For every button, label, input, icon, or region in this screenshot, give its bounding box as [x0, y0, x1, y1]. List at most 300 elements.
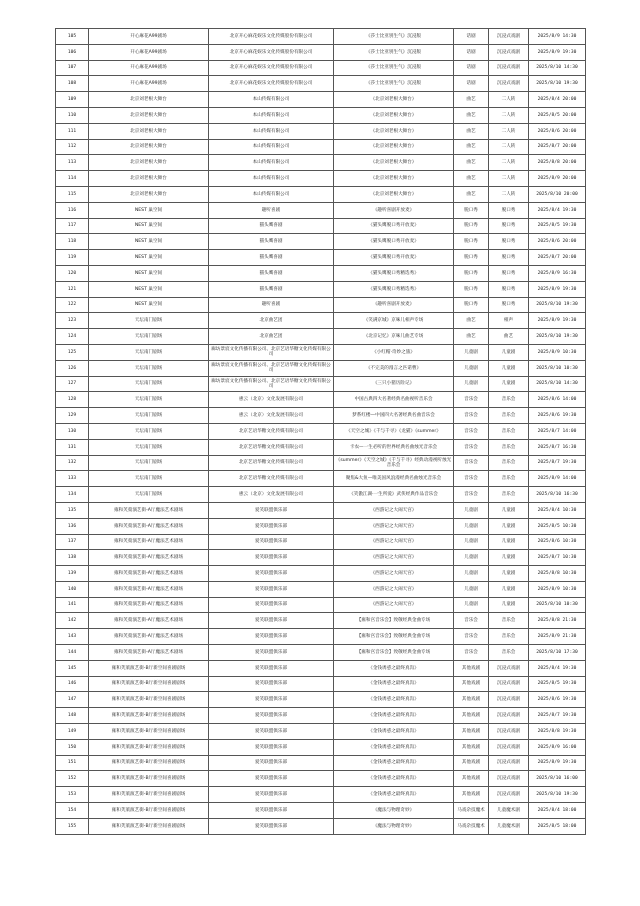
table-row	[56, 771, 586, 787]
venue-cell: 雍和芙蕖演艺街-B厅新空间喜剧剧场	[89, 771, 209, 787]
organizer-cell: 爱笑联盟俱乐部	[209, 597, 334, 613]
category-cell: 音乐会	[454, 471, 489, 487]
row-number: 151	[56, 755, 89, 771]
showtime-cell: 2025/8/7 10:30	[529, 550, 586, 566]
program-title-cell: 《北京刘老根大舞台》	[334, 107, 454, 123]
program-title-cell: 【雍和宫音乐会】致敬经典金曲专场	[334, 645, 454, 661]
organizer-cell: 北京艺语华糖文化传媒有限公司	[209, 423, 334, 439]
program-title-cell: 《三只小猪历险记》	[334, 376, 454, 392]
row-number: 113	[56, 155, 89, 171]
venue-cell: 雍和芙蕖演艺街-B厅新空间喜剧剧场	[89, 803, 209, 819]
row-number: 149	[56, 724, 89, 740]
program-title-cell: 聚焦&大鱼—唯美国风浪漫经典名曲烛光音乐会	[334, 471, 454, 487]
category-cell: 曲艺	[454, 123, 489, 139]
program-title-cell: 《金钱诱惑之最终真沟》	[334, 708, 454, 724]
table-row	[56, 739, 586, 755]
table-row	[56, 755, 586, 771]
row-number: 122	[56, 297, 89, 313]
category-cell: 儿童剧	[454, 360, 489, 376]
program-title-cell: 中国古典四大名著经典名曲视听音乐会	[334, 392, 454, 408]
program-title-cell: 《金钱诱惑之最终真沟》	[334, 692, 454, 708]
organizer-cell: 惠云（北京）文化发展有限公司	[209, 487, 334, 503]
showtime-cell: 2025/8/10 10:30	[529, 360, 586, 376]
showtime-cell: 2025/8/6 20:00	[529, 234, 586, 250]
venue-cell: 雍和芙蕖演艺街-A厅魔法艺术剧场	[89, 566, 209, 582]
row-number: 142	[56, 613, 89, 629]
venue-cell: 天坛南门剧场	[89, 392, 209, 408]
row-number: 131	[56, 439, 89, 455]
category-cell: 其他戏剧	[454, 771, 489, 787]
category-cell: 音乐会	[454, 439, 489, 455]
form-cell: 脱口秀	[489, 234, 529, 250]
form-cell: 音乐会	[489, 439, 529, 455]
form-cell: 儿童剧	[489, 344, 529, 360]
form-cell: 音乐会	[489, 613, 529, 629]
category-cell: 儿童剧	[454, 502, 489, 518]
venue-cell: 雍和芙蕖演艺街-B厅新空间喜剧剧场	[89, 787, 209, 803]
category-cell: 曲艺	[454, 92, 489, 108]
program-title-cell: 《北京刘老根大舞台》	[334, 92, 454, 108]
category-cell: 儿童剧	[454, 534, 489, 550]
form-cell: 儿童剧	[489, 376, 529, 392]
program-title-cell: 《莎士比亚别生气》沉浸版	[334, 44, 454, 60]
table-row	[56, 265, 586, 281]
venue-cell: 雍和芙蕖演艺街-B厅新空间喜剧剧场	[89, 692, 209, 708]
row-number: 132	[56, 455, 89, 471]
showtime-cell: 2025/8/8 21:30	[529, 613, 586, 629]
organizer-cell: 爱笑联盟俱乐部	[209, 534, 334, 550]
table-row	[56, 202, 586, 218]
program-title-cell: 梦系红楼—中国四大名著经典名曲音乐会	[334, 408, 454, 424]
table-row	[56, 376, 586, 392]
program-title-cell: 《北京刘老根大舞台》	[334, 123, 454, 139]
organizer-cell: 猫头鹰喜剧	[209, 250, 334, 266]
row-number: 129	[56, 408, 89, 424]
showtime-cell: 2025/8/6 19:30	[529, 408, 586, 424]
row-number: 109	[56, 92, 89, 108]
form-cell: 音乐会	[489, 487, 529, 503]
showtime-cell: 2025/8/9 19:30	[529, 281, 586, 297]
venue-cell: 天坛南门剧场	[89, 344, 209, 360]
row-number: 136	[56, 518, 89, 534]
venue-cell: 雍和芙蕖演艺街-B厅新空间喜剧剧场	[89, 708, 209, 724]
category-cell: 其他戏剧	[454, 739, 489, 755]
program-title-cell: 《西游记之大闹天宫》	[334, 566, 454, 582]
form-cell: 儿童剧	[489, 581, 529, 597]
row-number: 115	[56, 186, 89, 202]
form-cell: 沉浸式戏剧	[489, 755, 529, 771]
category-cell: 儿童剧	[454, 518, 489, 534]
schedule-rows	[56, 29, 586, 835]
venue-cell: 天坛南门剧场	[89, 313, 209, 329]
row-number: 130	[56, 423, 89, 439]
category-cell: 脱口秀	[454, 218, 489, 234]
showtime-cell: 2025/8/10 14:30	[529, 60, 586, 76]
form-cell: 沉浸式戏剧	[489, 60, 529, 76]
organizer-cell: 爱笑联盟俱乐部	[209, 724, 334, 740]
organizer-cell: 爱笑联盟俱乐部	[209, 708, 334, 724]
showtime-cell: 2025/8/7 14:00	[529, 423, 586, 439]
organizer-cell: 趣听喜剧	[209, 297, 334, 313]
showtime-cell: 2025/8/9 19:30	[529, 313, 586, 329]
category-cell: 曲艺	[454, 329, 489, 345]
table-row	[56, 787, 586, 803]
table-row	[56, 818, 586, 834]
row-number: 155	[56, 818, 89, 834]
showtime-cell: 2025/8/4 19:30	[529, 202, 586, 218]
venue-cell: 北京刘老根大舞台	[89, 186, 209, 202]
program-title-cell: 《猫头鹰脱口秀精选秀》	[334, 265, 454, 281]
form-cell: 儿童剧	[489, 518, 529, 534]
category-cell: 曲艺	[454, 186, 489, 202]
organizer-cell: 爱笑联盟俱乐部	[209, 566, 334, 582]
showtime-cell: 2025/8/9 10:30	[529, 344, 586, 360]
program-title-cell: 《不完美的漫言之匹诺曹》	[334, 360, 454, 376]
venue-cell: 开心麻花A99剧场	[89, 44, 209, 60]
table-row	[56, 186, 586, 202]
row-number: 117	[56, 218, 89, 234]
program-title-cell: 《金钱诱惑之最终真沟》	[334, 660, 454, 676]
schedule-sheet	[55, 28, 585, 835]
form-cell: 音乐会	[489, 471, 529, 487]
row-number: 112	[56, 139, 89, 155]
table-row	[56, 297, 586, 313]
showtime-cell: 2025/8/5 18:00	[529, 818, 586, 834]
venue-cell: 天坛南门剧场	[89, 455, 209, 471]
table-row	[56, 123, 586, 139]
organizer-cell: 本山传媒有限公司	[209, 139, 334, 155]
table-row	[56, 392, 586, 408]
form-cell: 音乐会	[489, 629, 529, 645]
showtime-cell: 2025/8/10 14:30	[529, 376, 586, 392]
form-cell: 脱口秀	[489, 265, 529, 281]
form-cell: 二人转	[489, 139, 529, 155]
category-cell: 儿童剧	[454, 566, 489, 582]
venue-cell: 北京刘老根大舞台	[89, 171, 209, 187]
form-cell: 儿童剧	[489, 502, 529, 518]
program-title-cell: 《金钱诱惑之最终真沟》	[334, 739, 454, 755]
table-row	[56, 660, 586, 676]
row-number: 141	[56, 597, 89, 613]
program-title-cell: 《西游记之大闹天宫》	[334, 581, 454, 597]
table-row	[56, 676, 586, 692]
organizer-cell: 北京开心麻花娱乐文化传媒股份有限公司	[209, 29, 334, 45]
program-title-cell: 《趣听喜剧开放麦》	[334, 297, 454, 313]
table-row	[56, 613, 586, 629]
program-title-cell: 《金钱诱惑之最终真沟》	[334, 771, 454, 787]
row-number: 139	[56, 566, 89, 582]
program-title-cell: 《天空之城》《千与千寻》《龙猫》《summer》	[334, 423, 454, 439]
program-title-cell: 《北京刘老根大舞台》	[334, 139, 454, 155]
row-number: 145	[56, 660, 89, 676]
category-cell: 话剧	[454, 60, 489, 76]
program-title-cell: 《北京记忆》京味儿曲艺专场	[334, 329, 454, 345]
category-cell: 音乐会	[454, 455, 489, 471]
venue-cell: 雍和芙蕖演艺街-A厅魔法艺术剧场	[89, 645, 209, 661]
form-cell: 音乐会	[489, 408, 529, 424]
showtime-cell: 2025/8/6 19:30	[529, 692, 586, 708]
showtime-cell: 2025/8/8 10:30	[529, 566, 586, 582]
row-number: 148	[56, 708, 89, 724]
table-row	[56, 423, 586, 439]
venue-cell: 天坛南门剧场	[89, 408, 209, 424]
table-row	[56, 550, 586, 566]
category-cell: 脱口秀	[454, 297, 489, 313]
showtime-cell: 2025/8/10 10:30	[529, 597, 586, 613]
category-cell: 音乐会	[454, 645, 489, 661]
showtime-cell: 2025/8/10 17:30	[529, 645, 586, 661]
form-cell: 音乐会	[489, 645, 529, 661]
organizer-cell: 爱笑联盟俱乐部	[209, 581, 334, 597]
showtime-cell: 2025/8/4 19:30	[529, 660, 586, 676]
table-row	[56, 171, 586, 187]
program-title-cell: 【雍和宫音乐会】致敬经典金曲专场	[334, 629, 454, 645]
program-title-cell: 《北京刘老根大舞台》	[334, 186, 454, 202]
table-row	[56, 155, 586, 171]
program-title-cell: 《西游记之大闹天宫》	[334, 518, 454, 534]
organizer-cell: 惠云（北京）文化发展有限公司	[209, 408, 334, 424]
row-number: 124	[56, 329, 89, 345]
program-title-cell: 《莎士比亚别生气》沉浸版	[334, 60, 454, 76]
form-cell: 儿童魔术剧	[489, 818, 529, 834]
showtime-cell: 2025/8/9 14:00	[529, 471, 586, 487]
venue-cell: 天坛南门剧场	[89, 329, 209, 345]
showtime-cell: 2025/8/9 14:30	[529, 29, 586, 45]
category-cell: 儿童剧	[454, 597, 489, 613]
row-number: 114	[56, 171, 89, 187]
showtime-cell: 2025/8/5 19:30	[529, 676, 586, 692]
venue-cell: NEST 巢空间	[89, 250, 209, 266]
form-cell: 沉浸式戏剧	[489, 787, 529, 803]
category-cell: 音乐会	[454, 629, 489, 645]
organizer-cell: 廊坊景宸文化传播有限公司、北京艺语华糖文化传媒有限公司	[209, 344, 334, 360]
program-title-cell: 《猫头鹰脱口秀精选秀》	[334, 281, 454, 297]
table-row	[56, 708, 586, 724]
row-number: 134	[56, 487, 89, 503]
row-number: 146	[56, 676, 89, 692]
category-cell: 马戏杂技魔术	[454, 803, 489, 819]
showtime-cell: 2025/8/10 16:30	[529, 487, 586, 503]
program-title-cell: 《魔法与物理奇妙》	[334, 803, 454, 819]
form-cell: 沉浸式戏剧	[489, 76, 529, 92]
venue-cell: 雍和芙蕖演艺街-B厅新空间喜剧剧场	[89, 724, 209, 740]
category-cell: 其他戏剧	[454, 787, 489, 803]
venue-cell: 天坛南门剧场	[89, 423, 209, 439]
category-cell: 儿童剧	[454, 581, 489, 597]
organizer-cell: 爱笑联盟俱乐部	[209, 645, 334, 661]
program-title-cell: 《魔法与物理奇妙》	[334, 818, 454, 834]
row-number: 140	[56, 581, 89, 597]
form-cell: 儿童剧	[489, 550, 529, 566]
organizer-cell: 爱笑联盟俱乐部	[209, 502, 334, 518]
form-cell: 儿童剧	[489, 360, 529, 376]
showtime-cell: 2025/8/9 19:30	[529, 755, 586, 771]
row-number: 137	[56, 534, 89, 550]
table-row	[56, 60, 586, 76]
venue-cell: 雍和芙蕖演艺街-A厅魔法艺术剧场	[89, 550, 209, 566]
row-number: 106	[56, 44, 89, 60]
form-cell: 脱口秀	[489, 250, 529, 266]
table-row	[56, 139, 586, 155]
category-cell: 其他戏剧	[454, 692, 489, 708]
showtime-cell: 2025/8/7 19:30	[529, 455, 586, 471]
organizer-cell: 趣听喜剧	[209, 202, 334, 218]
row-number: 120	[56, 265, 89, 281]
form-cell: 相声	[489, 313, 529, 329]
table-row	[56, 218, 586, 234]
category-cell: 其他戏剧	[454, 708, 489, 724]
program-title-cell: 《北京刘老根大舞台》	[334, 155, 454, 171]
table-row	[56, 234, 586, 250]
showtime-cell: 2025/8/5 19:30	[529, 218, 586, 234]
showtime-cell: 2025/8/10 20:00	[529, 186, 586, 202]
category-cell: 音乐会	[454, 613, 489, 629]
category-cell: 音乐会	[454, 408, 489, 424]
organizer-cell: 廊坊景宸文化传播有限公司、北京艺语华糖文化传媒有限公司	[209, 376, 334, 392]
table-row	[56, 439, 586, 455]
category-cell: 其他戏剧	[454, 660, 489, 676]
organizer-cell: 爱笑联盟俱乐部	[209, 550, 334, 566]
category-cell: 音乐会	[454, 487, 489, 503]
category-cell: 儿童剧	[454, 550, 489, 566]
showtime-cell: 2025/8/4 20:00	[529, 92, 586, 108]
venue-cell: 雍和芙蕖演艺街-B厅新空间喜剧剧场	[89, 755, 209, 771]
row-number: 127	[56, 376, 89, 392]
form-cell: 二人转	[489, 186, 529, 202]
organizer-cell: 爱笑联盟俱乐部	[209, 739, 334, 755]
form-cell: 沉浸式戏剧	[489, 29, 529, 45]
showtime-cell: 2025/8/9 20:00	[529, 171, 586, 187]
row-number: 107	[56, 60, 89, 76]
category-cell: 脱口秀	[454, 250, 489, 266]
category-cell: 音乐会	[454, 392, 489, 408]
venue-cell: NEST 巢空间	[89, 202, 209, 218]
venue-cell: 天坛南门剧场	[89, 360, 209, 376]
form-cell: 音乐会	[489, 423, 529, 439]
venue-cell: 天坛南门剧场	[89, 439, 209, 455]
table-row	[56, 645, 586, 661]
category-cell: 马戏杂技魔术	[454, 818, 489, 834]
row-number: 153	[56, 787, 89, 803]
organizer-cell: 北京艺语华糖文化传媒有限公司	[209, 471, 334, 487]
form-cell: 沉浸式戏剧	[489, 692, 529, 708]
form-cell: 儿童剧	[489, 566, 529, 582]
venue-cell: NEST 巢空间	[89, 265, 209, 281]
table-row	[56, 107, 586, 123]
form-cell: 脱口秀	[489, 281, 529, 297]
venue-cell: NEST 巢空间	[89, 234, 209, 250]
table-row	[56, 803, 586, 819]
showtime-cell: 2025/8/7 16:30	[529, 439, 586, 455]
showtime-cell: 2025/8/6 14:00	[529, 392, 586, 408]
row-number: 119	[56, 250, 89, 266]
row-number: 111	[56, 123, 89, 139]
showtime-cell: 2025/8/9 21:30	[529, 629, 586, 645]
table-row	[56, 360, 586, 376]
schedule-table	[55, 28, 586, 835]
venue-cell: 北京刘老根大舞台	[89, 92, 209, 108]
table-row	[56, 313, 586, 329]
form-cell: 沉浸式戏剧	[489, 676, 529, 692]
venue-cell: NEST 巢空间	[89, 218, 209, 234]
table-row	[56, 408, 586, 424]
showtime-cell: 2025/8/9 16:00	[529, 739, 586, 755]
organizer-cell: 惠云（北京）文化发展有限公司	[209, 392, 334, 408]
organizer-cell: 北京曲艺团	[209, 329, 334, 345]
venue-cell: 天坛南门剧场	[89, 471, 209, 487]
organizer-cell: 爱笑联盟俱乐部	[209, 787, 334, 803]
organizer-cell: 爱笑联盟俱乐部	[209, 629, 334, 645]
row-number: 118	[56, 234, 89, 250]
organizer-cell: 爱笑联盟俱乐部	[209, 803, 334, 819]
venue-cell: 雍和芙蕖演艺街-A厅魔法艺术剧场	[89, 534, 209, 550]
organizer-cell: 爱笑联盟俱乐部	[209, 660, 334, 676]
showtime-cell: 2025/8/9 19:30	[529, 44, 586, 60]
category-cell: 儿童剧	[454, 376, 489, 392]
row-number: 123	[56, 313, 89, 329]
venue-cell: 北京刘老根大舞台	[89, 107, 209, 123]
showtime-cell: 2025/8/10 19:30	[529, 787, 586, 803]
category-cell: 话剧	[454, 29, 489, 45]
venue-cell: 开心麻花A99剧场	[89, 60, 209, 76]
row-number: 147	[56, 692, 89, 708]
program-title-cell: 《西游记之大闹天宫》	[334, 597, 454, 613]
category-cell: 其他戏剧	[454, 676, 489, 692]
organizer-cell: 本山传媒有限公司	[209, 171, 334, 187]
row-number: 150	[56, 739, 89, 755]
table-row	[56, 250, 586, 266]
program-title-cell: 《金钱诱惑之最终真沟》	[334, 755, 454, 771]
organizer-cell: 猫头鹰喜剧	[209, 265, 334, 281]
row-number: 110	[56, 107, 89, 123]
showtime-cell: 2025/8/5 10:30	[529, 518, 586, 534]
organizer-cell: 本山传媒有限公司	[209, 107, 334, 123]
showtime-cell: 2025/8/6 10:30	[529, 534, 586, 550]
category-cell: 音乐会	[454, 423, 489, 439]
program-title-cell: 《金钱诱惑之最终真沟》	[334, 724, 454, 740]
form-cell: 脱口秀	[489, 202, 529, 218]
table-row	[56, 329, 586, 345]
venue-cell: 雍和芙蕖演艺街-A厅魔法艺术剧场	[89, 502, 209, 518]
form-cell: 二人转	[489, 123, 529, 139]
venue-cell: 北京刘老根大舞台	[89, 139, 209, 155]
showtime-cell: 2025/8/10 19:30	[529, 329, 586, 345]
form-cell: 儿童剧	[489, 534, 529, 550]
form-cell: 二人转	[489, 171, 529, 187]
showtime-cell: 2025/8/5 20:00	[529, 107, 586, 123]
row-number: 143	[56, 629, 89, 645]
organizer-cell: 猫头鹰喜剧	[209, 281, 334, 297]
category-cell: 曲艺	[454, 139, 489, 155]
table-row	[56, 692, 586, 708]
table-row	[56, 724, 586, 740]
row-number: 108	[56, 76, 89, 92]
table-row	[56, 502, 586, 518]
program-title-cell: 《小红帽·奇妙之旅》	[334, 344, 454, 360]
venue-cell: 雍和芙蕖演艺街-A厅魔法艺术剧场	[89, 597, 209, 613]
program-title-cell: 《莎士比亚别生气》沉浸版	[334, 76, 454, 92]
program-title-cell: 【雍和宫音乐会】致敬经典金曲专场	[334, 613, 454, 629]
category-cell: 儿童剧	[454, 344, 489, 360]
showtime-cell: 2025/8/8 19:30	[529, 724, 586, 740]
showtime-cell: 2025/8/7 19:30	[529, 708, 586, 724]
organizer-cell: 爱笑联盟俱乐部	[209, 771, 334, 787]
venue-cell: NEST 巢空间	[89, 297, 209, 313]
row-number: 135	[56, 502, 89, 518]
form-cell: 曲艺	[489, 329, 529, 345]
table-row	[56, 597, 586, 613]
organizer-cell: 廊坊景宸文化传播有限公司、北京艺语华糖文化传媒有限公司	[209, 360, 334, 376]
